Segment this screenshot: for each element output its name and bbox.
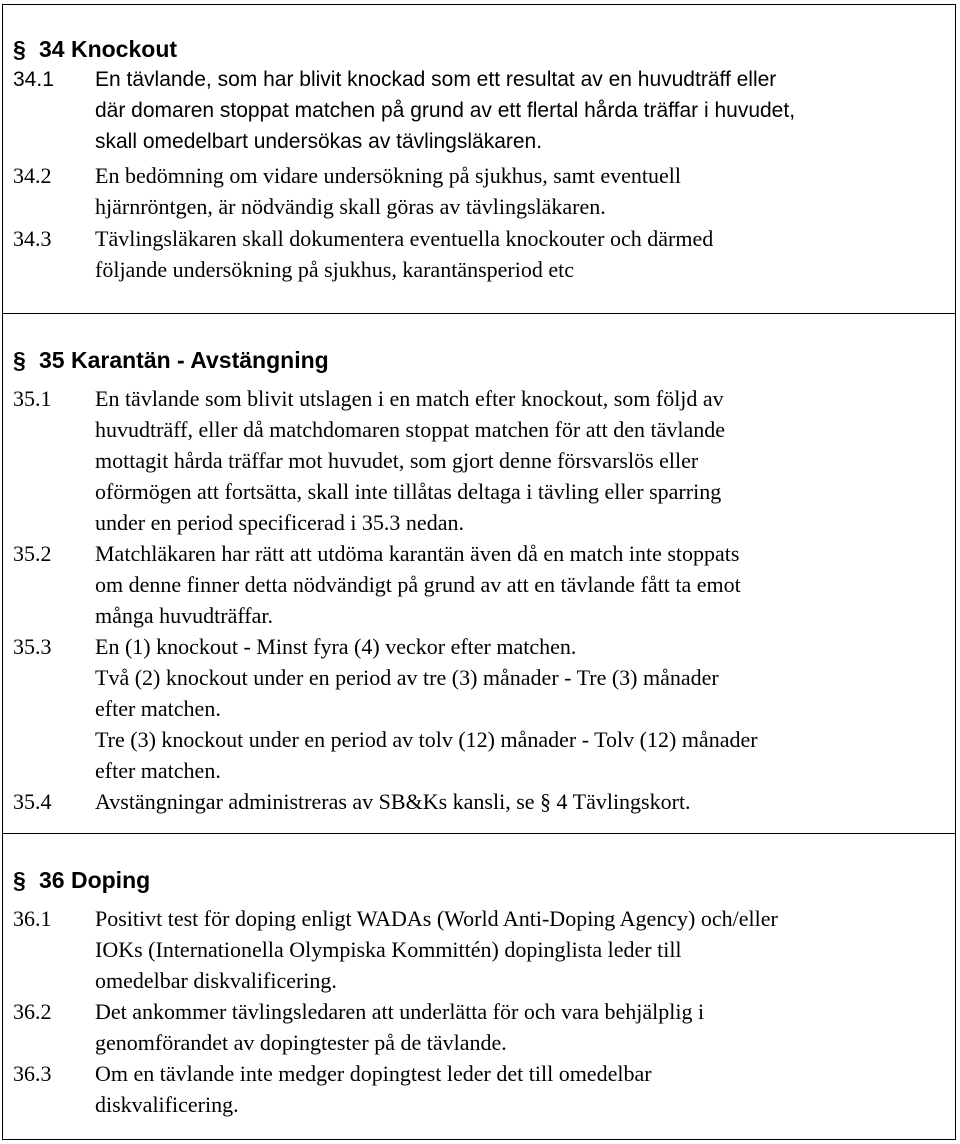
clause-36-3 (13, 1058, 951, 1120)
clause-text: Det ankommer tävlingsledaren att underlätta för och vara behjälplig i genomförandet av dopingtester på de tävlande. (95, 999, 705, 1055)
section-heading (13, 35, 177, 63)
clause-35-4 (13, 786, 951, 817)
clause-35-1 (13, 383, 951, 538)
paragraph-sign: § (13, 347, 26, 373)
section-35 (3, 314, 955, 836)
clause-text: En bedömning om vidare undersökning på sjukhus, samt eventuell hjärnröntgen, är nödvändig skall göras av tävlingsläkaren. (95, 163, 681, 219)
clause-number: 35.4 (13, 789, 52, 814)
clause-34-2 (13, 160, 951, 222)
clause-36-1 (13, 903, 951, 996)
section-34 (3, 5, 955, 313)
clause-36-2 (13, 996, 951, 1058)
clause-text: En tävlande, som har blivit knockad som ett resultat av en huvudträff eller där domaren stoppat matchen på grund av ett flertal hårda träffar i huvudet, skall omedelbart undersökas av tävlingsläkaren. (95, 68, 796, 153)
clause-number: 35.2 (13, 541, 52, 566)
clause-text: Positivt test för doping enligt WADAs (World Anti-Doping Agency) och/eller IOKs (Internationella Olympiska Kommittén) dopinglista leder till omedelbar diskvalificering. (95, 906, 778, 993)
clause-number: 35.1 (13, 386, 52, 411)
clause-35-3 (13, 631, 951, 786)
section-title: 34 Knockout (39, 36, 178, 62)
clause-text: Avstängningar administreras av SB&Ks kansli, se § 4 Tävlingskort. (95, 789, 691, 814)
paragraph-sign: § (13, 867, 26, 893)
section-title: 36 Doping (39, 867, 151, 893)
clause-text: Matchläkaren har rätt att utdöma karantän även då en match inte stoppats om denne finner detta nödvändigt på grund av att en tävlande fått ta emot många huvudträffar. (95, 541, 741, 628)
clause-35-2 (13, 538, 951, 631)
section-heading (13, 346, 329, 374)
section-title: 35 Karantän - Avstängning (39, 347, 329, 373)
clause-number: 36.1 (13, 906, 52, 931)
clause-text: En tävlande som blivit utslagen i en match efter knockout, som följd av huvudträff, eller då matchdomaren stoppat matchen för att den tävlande mottagit hårda träffar mot huvudet, som gjort denne försvarslös eller oförmögen att fortsätta, skall inte tillåtas deltaga i tävling eller sparring under en period specificerad i 35.3 nedan. (95, 386, 726, 535)
clause-text: Om en tävlande inte medger dopingtest leder det till omedelbar diskvalificering. (95, 1061, 652, 1117)
clause-number: 34.2 (13, 163, 52, 188)
clause-text: En (1) knockout - Minst fyra (4) veckor efter matchen. Två (2) knockout under en period av tre (3) månader - Tre (3) månader efter matchen. Tre (3) knockout under en period av tolv (12) månader - Tolv (12) månader efter matchen. (95, 634, 758, 783)
paragraph-sign: § (13, 36, 26, 62)
document-page (2, 4, 956, 1140)
clause-number: 34.3 (13, 226, 52, 251)
clause-number: 35.3 (13, 634, 52, 659)
clause-number: 34.1 (13, 68, 54, 91)
clause-text: Tävlingsläkaren skall dokumentera eventuella knockouter och därmed följande undersökning på sjukhus, karantänsperiod etc (95, 226, 714, 282)
section-heading (13, 866, 150, 894)
clause-number: 36.3 (13, 1061, 52, 1086)
section-36 (3, 834, 955, 1139)
clause-34-3 (13, 223, 951, 285)
clause-34-1 (13, 64, 951, 157)
clause-number: 36.2 (13, 999, 52, 1024)
